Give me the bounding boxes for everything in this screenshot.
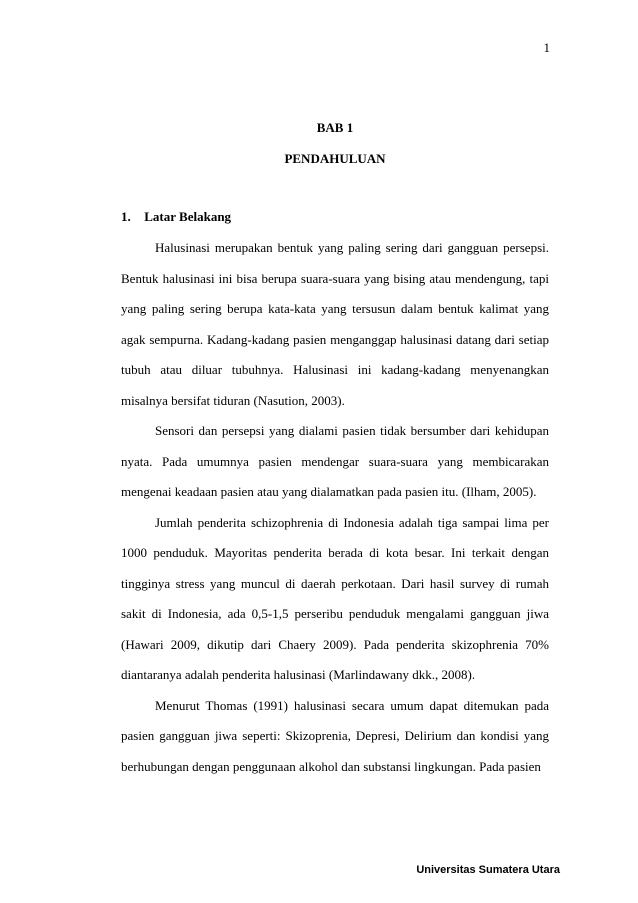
page-number: 1 xyxy=(543,40,550,55)
paragraph-4: Menurut Thomas (1991) halusinasi secara umum dapat ditemukan pada pasien gangguan jiwa seperti: Skizoprenia, Depresi, Delirium dan kondisi yang berhubungan dengan penggunaan alkohol dan substansi lingkungan. Pada pasien xyxy=(121,697,549,774)
paragraph-3: Jumlah penderita schizophrenia di Indonesia adalah tiga sampai lima per 1000 penduduk. Mayoritas penderita berada di kota besar. Ini terkait dengan tingginya stress yang muncul di daerah perkotaan. Dari hasil survey di rumah sakit di Indonesia, ada 0,5-1,5 perseribu penduduk mengalami gangguan jiwa (Hawari 2009, dikutip dari Chaery 2009). Pada penderita skizophrenia 70% diantaranya adalah penderita halusinasi (Marlindawany dkk., 2008). xyxy=(121,514,549,682)
body-text xyxy=(121,233,549,782)
chapter-number: BAB 1 xyxy=(316,120,354,135)
chapter-title: PENDAHULUAN xyxy=(284,151,386,166)
footer-institution: Universitas Sumatera Utara xyxy=(416,864,560,876)
paragraph-1: Halusinasi merupakan bentuk yang paling sering dari gangguan persepsi. Bentuk halusinasi ini bisa berupa suara-suara yang bising atau mendengung, tapi yang paling sering berupa kata-kata yang tersusun dalam bentuk kalimat yang agak sempurna. Kadang-kadang pasien menganggap halusinasi datang dari setiap tubuh atau diluar tubuhnya. Halusinasi ini kadang-kadang menyenangkan misalnya bersifat tiduran (Nasution, 2003). xyxy=(121,240,549,408)
section-heading xyxy=(121,209,231,225)
section-number: 1. xyxy=(121,209,131,224)
section-title: Latar Belakang xyxy=(144,209,232,224)
paragraph-2: Sensori dan persepsi yang dialami pasien tidak bersumber dari kehidupan nyata. Pada umumnya pasien mendengar suara-suara yang membicarakan mengenai keadaan pasien atau yang dialamatkan pada pasien itu. (Ilham, 2005). xyxy=(121,423,549,499)
